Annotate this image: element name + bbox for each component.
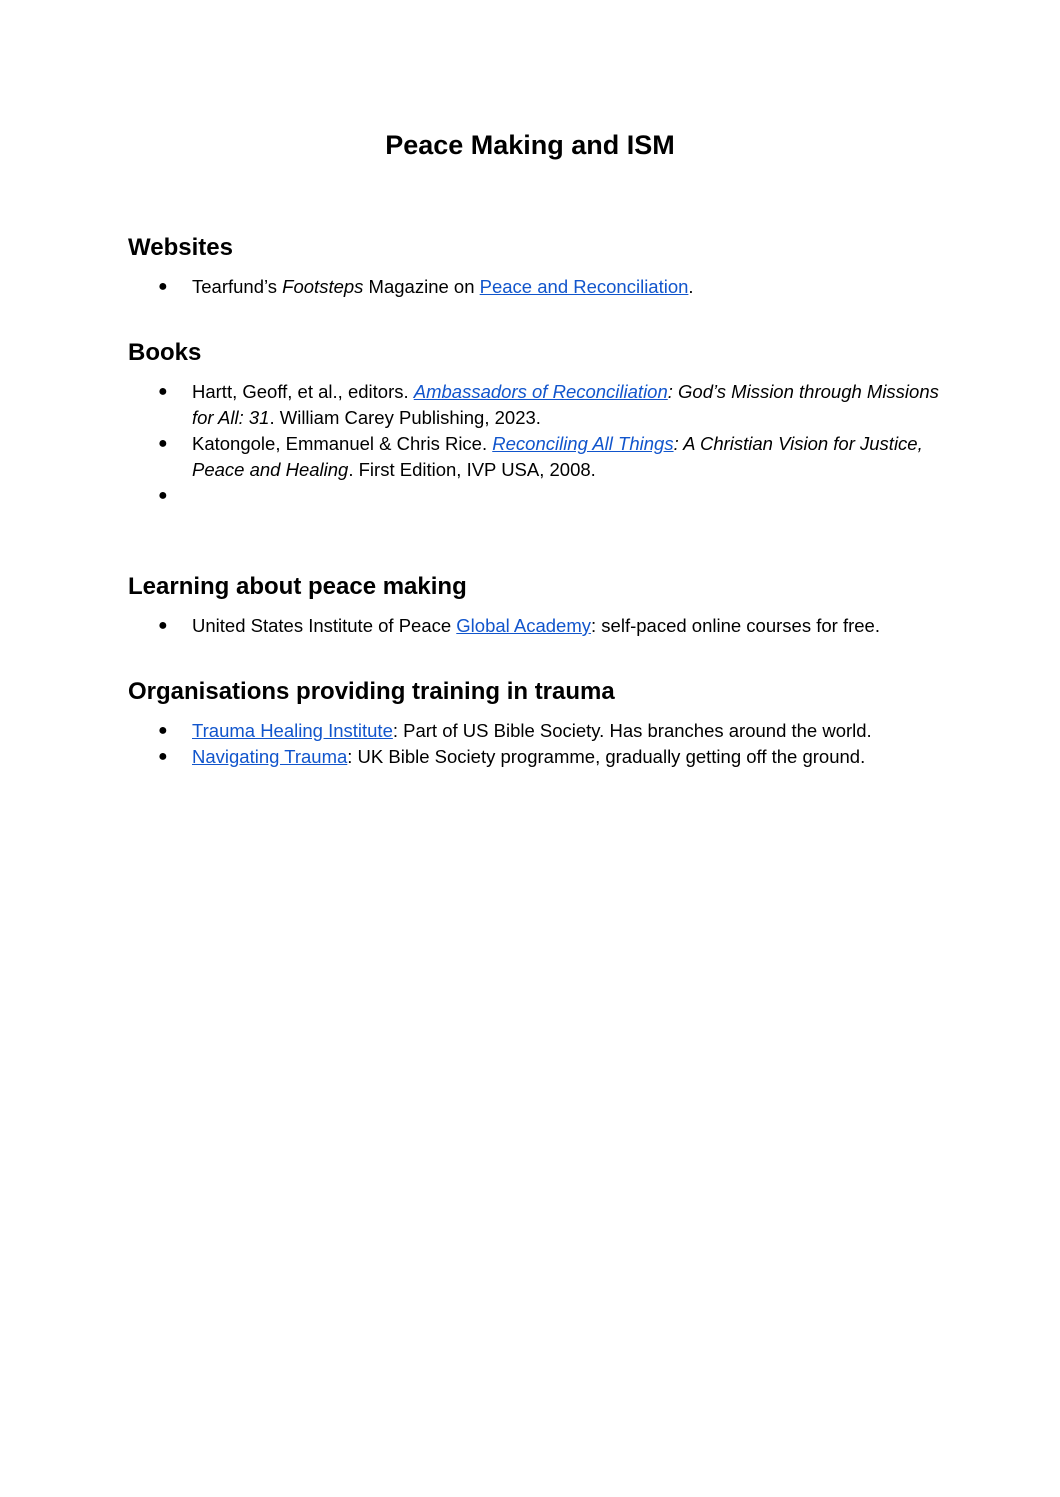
bullet-dot-icon: ● xyxy=(158,278,168,295)
page-title: Peace Making and ISM xyxy=(385,130,675,160)
list-item xyxy=(128,379,948,431)
item-text: Tearfund’s xyxy=(192,276,283,297)
section-heading-books: Books xyxy=(128,339,202,366)
section-heading-learning: Learning about peace making xyxy=(128,573,467,600)
link-ambassadors-of-reconciliation[interactable]: Ambassadors of Reconciliation xyxy=(413,381,668,402)
item-text: United States Institute of Peace xyxy=(192,615,457,636)
item-text: Magazine on xyxy=(363,276,480,297)
bullet-dot-icon: ● xyxy=(158,435,168,452)
learning-list xyxy=(128,613,948,639)
list-item xyxy=(128,274,948,300)
list-item xyxy=(128,431,948,483)
bullet-dot-icon: ● xyxy=(158,722,168,739)
item-italic: : God’s Mission through Missions for All: 31 xyxy=(192,381,939,428)
list-item xyxy=(128,718,948,744)
item-text: : self-paced online courses for free. xyxy=(591,615,880,636)
bullet-dot-icon: ● xyxy=(158,617,168,634)
bullet-dot-icon: ● xyxy=(158,748,168,765)
item-text: Katongole, Emmanuel & Chris Rice. xyxy=(192,433,493,454)
bullet-dot-icon: ● xyxy=(158,487,168,504)
link-navigating-trauma[interactable]: Navigating Trauma xyxy=(192,746,348,767)
section-learning xyxy=(128,571,948,639)
section-heading-websites: Websites xyxy=(128,234,233,261)
item-text: Hartt, Geoff, et al., editors. xyxy=(192,381,414,402)
item-text: . First Edition, IVP USA, 2008. xyxy=(348,459,596,480)
item-text: . William Carey Publishing, 2023. xyxy=(269,407,541,428)
link-global-academy[interactable]: Global Academy xyxy=(456,615,592,636)
websites-list xyxy=(128,274,948,300)
section-websites xyxy=(128,232,948,300)
section-books xyxy=(128,337,948,509)
bullet-dot-icon: ● xyxy=(158,383,168,400)
books-list xyxy=(128,379,948,509)
section-heading-organisations: Organisations providing training in trauma xyxy=(128,678,615,705)
item-text: . xyxy=(688,276,694,297)
list-item xyxy=(128,744,948,770)
organisations-list xyxy=(128,718,948,770)
link-reconciling-all-things[interactable]: Reconciling All Things xyxy=(492,433,674,454)
section-organisations xyxy=(128,676,948,770)
list-item xyxy=(128,613,948,639)
link-peace-and-reconciliation[interactable]: Peace and Reconciliation xyxy=(479,276,689,297)
list-item-empty xyxy=(128,483,948,509)
link-trauma-healing-institute[interactable]: Trauma Healing Institute xyxy=(192,720,393,741)
item-italic: : A Christian Vision for Justice, Peace and Healing xyxy=(192,433,923,480)
item-text: : UK Bible Society programme, gradually getting off the ground. xyxy=(347,746,866,767)
item-text: : Part of US Bible Society. Has branches around the world. xyxy=(392,720,872,741)
item-italic: Footsteps xyxy=(282,276,364,297)
